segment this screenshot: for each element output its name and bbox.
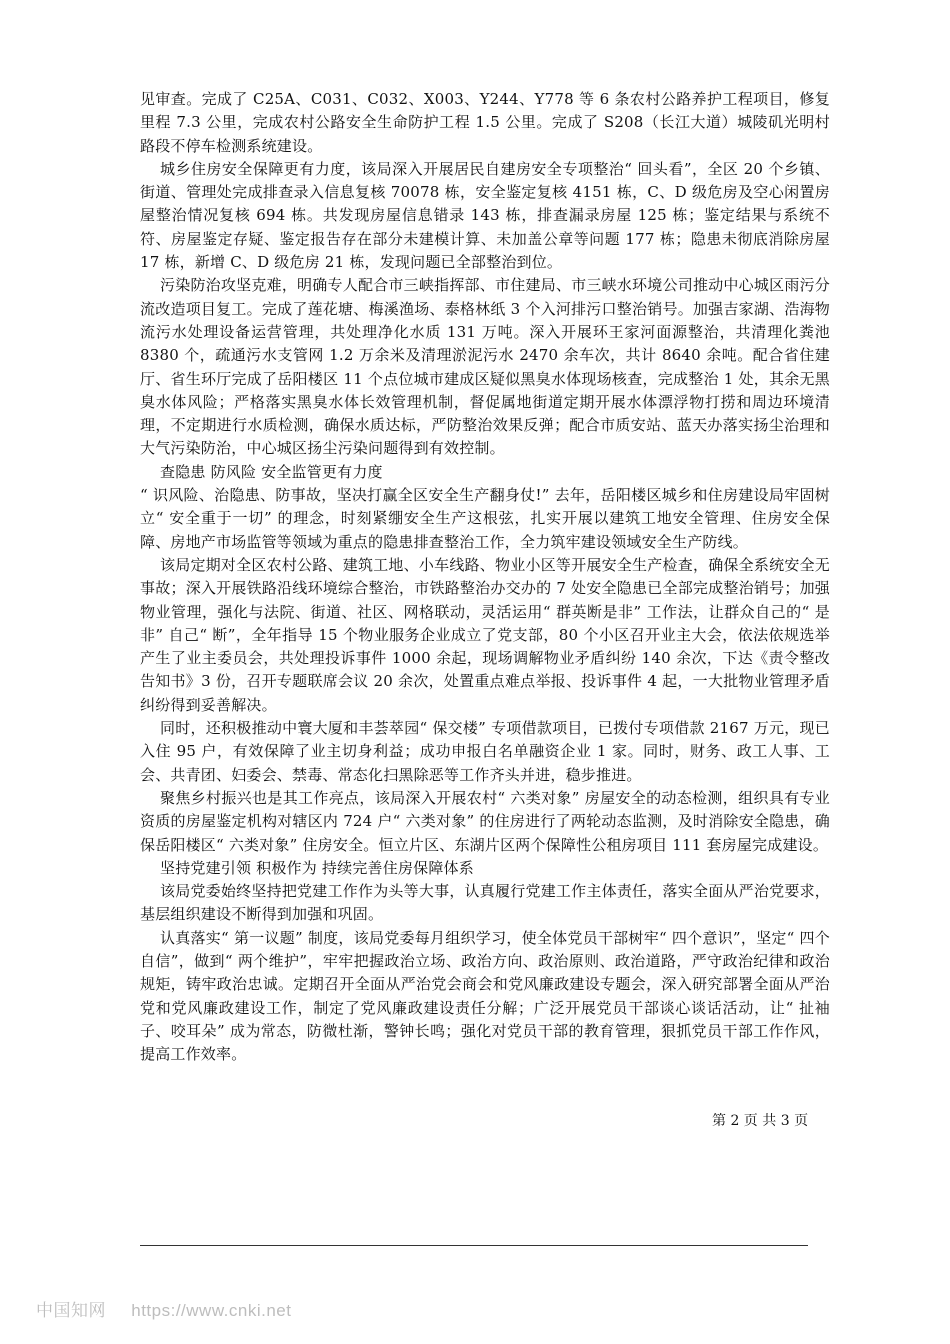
paragraph-6: 同时，还积极推动中寰大厦和丰荟萃园“ 保交楼” 专项借款项目，已拨付专项借款 2167 万元，现已入住 95 户，有效保障了业主切身利益；成功申报白名单融资企业 1 家。同时，财务、政工人事、工会、共青团、妇委会、禁毒、常态化扫黑除恶等工作齐头并进，稳步推进。 — [140, 719, 830, 784]
page-number: 第 2 页 共 3 页 — [712, 1113, 809, 1129]
watermark — [36, 1296, 291, 1321]
watermark-url: https://www.cnki.net — [131, 1301, 292, 1320]
paragraph-1: 见审查。完成了 C25A、C031、C032、X003、Y244、Y778 等 6 条农村公路养护工程项目，修复里程 7.3 公里，完成农村公路安全生命防护工程 1.5 公里。完成了 S208（长江大道）城陵矶光明村路段不停车检测系统建设。 — [140, 90, 830, 155]
paragraph-7: 聚焦乡村振兴也是其工作亮点，该局深入开展农村“ 六类对象” 房屋安全的动态检测，组织具有专业资质的房屋鉴定机构对辖区内 724 户“ 六类对象” 的住房进行了两轮动态监测，及时消除安全隐患，确保岳阳楼区“ 六类对象” 住房安全。恒立片区、东湖片区两个保障性公租房项目 111 套房屋完成建设。 — [140, 788, 830, 854]
watermark-site-name: 中国知网 — [36, 1301, 106, 1320]
paragraph-5: 该局定期对全区农村公路、建筑工地、小车线路、物业小区等开展安全生产检查，确保全系统安全无事故；深入开展铁路沿线环境综合整治，市铁路整治办交办的 7 处安全隐患已全部完成整治销号；加强物业管理，强化与法院、街道、社区、网格联动，灵活运用“ 群英断是非” 工作法，让群众自己的“ 是非” 自己“ 断”，全年指导 15 个物业服务企业成立了党支部，80 个小区召开业主大会，依法依规选举产生了业主委员会，共处理投诉事件 1000 余起，现场调解物业矛盾纠纷 140 余次，下达《责令整改告知书》3 份，召开专题联席会议 20 余次，处置重点难点举报、投诉事件 4 起，一大批物业管理矛盾纠纷得到妥善解决。 — [140, 555, 830, 714]
footer-divider — [140, 1245, 808, 1246]
paragraph-3: 污染防治攻坚克难，明确专人配合市三峡指挥部、市住建局、市三峡水环境公司推动中心城区雨污分流改造项目复工。完成了莲花塘、梅溪渔场、泰格林纸 3 个入河排污口整治销号。加强吉家湖、浩海物流污水处理设备运营管理，共处理净化水质 131 万吨。深入开展环王家河面源整治，共清理化粪池 8380 个，疏通污水支管网 1.2 万余米及清理淤泥污水 2470 余车次，共计 8640 余吨。配合省住建厅、省生环厅完成了岳阳楼区 11 个点位城市建成区疑似黑臭水体现场核查，完成整治 1 处，其余无黑臭水体风险；严格落实黑臭水体长效管理机制，督促属地街道定期开展水体漂浮物打捞和周边环境清理，不定期进行水质检测，确保水质达标，严防整治效果反弹；配合市质安站、蓝天办落实扬尘治理和大气污染防治，中心城区扬尘污染问题得到有效控制。 — [140, 276, 830, 458]
paragraph-4: “ 识风险、治隐患、防事故，坚决打赢全区安全生产翻身仗!” 去年，岳阳楼区城乡和住房建设局牢固树立“ 安全重于一切” 的理念，时刻紧绷安全生产这根弦，扎实开展以建筑工地安全管理、住房安全保障、房地产市场监管等领域为重点的隐患排查整治工作，全力筑牢建设领域安全生产防线。 — [140, 486, 830, 551]
paragraph-9: 认真落实“ 第一议题” 制度，该局党委每月组织学习，使全体党员干部树牢“ 四个意识”，坚定“ 四个自信”，做到“ 两个维护”，牢牢把握政治立场、政治方向、政治原则、政治道路，严守政治纪律和政治规矩，铸牢政治忠诚。定期召开全面从严治党会商会和党风廉政建设专题会，深入研究部署全面从严治党和党风廉政建设工作，制定了党风廉政建设责任分解；广泛开展党员干部谈心谈话活动，让“ 扯袖子、咬耳朵” 成为常态，防微杜渐，警钟长鸣；强化对党员干部的教育管理，狠抓党员干部工作作风，提高工作效率。 — [140, 928, 830, 1064]
section-heading-party: 坚持党建引领 积极作为 持续完善住房保障体系 — [160, 858, 474, 877]
paragraph-2: 城乡住房安全保障更有力度，该局深入开展居民自建房安全专项整治“ 回头看”，全区 20 个乡镇、街道、管理处完成排查录入信息复核 70078 栋，安全鉴定复核 4151 栋，C、D 级危房及空心闲置房屋整治情况复核 694 栋。共发现房屋信息错录 143 栋，排查漏录房屋 125 栋；鉴定结果与系统不符、房屋鉴定存疑、鉴定报告存在部分未建模计算、未加盖公章等问题 177 栋；隐患未彻底消除房屋 17 栋，新增 C、D 级危房 21 栋，发现问题已全部整治到位。 — [140, 159, 830, 272]
document-body — [140, 88, 830, 1066]
paragraph-8: 该局党委始终坚持把党建工作作为头等大事，认真履行党建工作主体责任，落实全面从严治党要求，基层组织建设不断得到加强和巩固。 — [140, 882, 830, 924]
section-heading-safety: 查隐患 防风险 安全监管更有力度 — [160, 462, 383, 481]
